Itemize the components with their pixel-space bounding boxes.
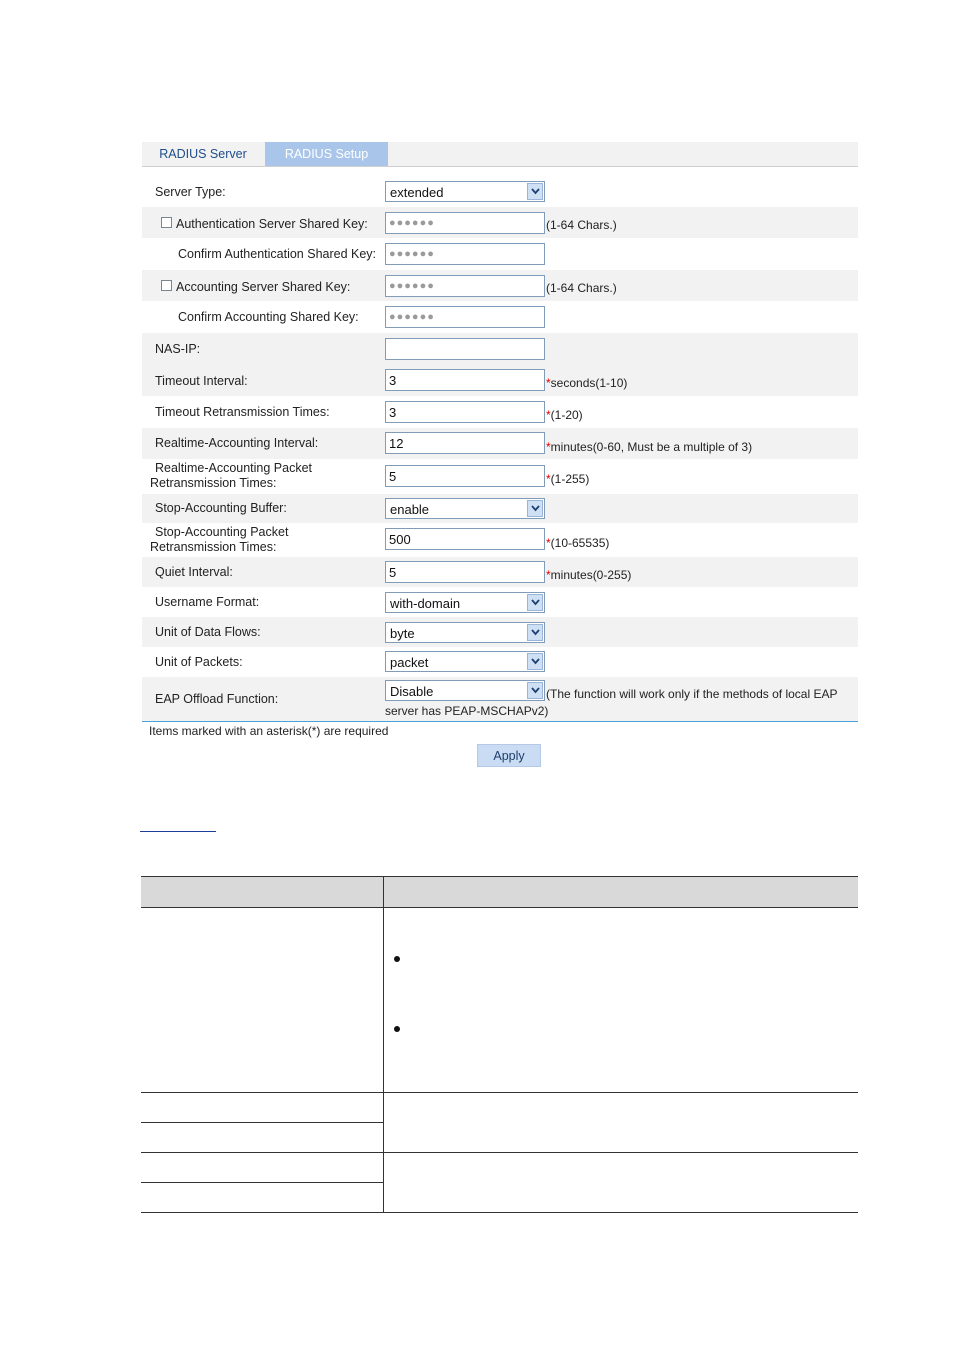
row-timeout-interval bbox=[142, 365, 858, 396]
row-realtime-interval bbox=[142, 428, 858, 459]
chevron-down-icon bbox=[527, 500, 543, 517]
required-asterisk: * bbox=[546, 376, 551, 390]
stop-packet-label-line2: Retransmission Times: bbox=[150, 540, 277, 554]
unit-packets-label: Unit of Packets: bbox=[155, 655, 243, 669]
form-divider bbox=[142, 721, 858, 722]
server-type-select[interactable] bbox=[385, 181, 545, 202]
row-realtime-packet bbox=[142, 459, 858, 494]
timeout-interval-input[interactable]: 3 bbox=[385, 369, 545, 391]
stop-buffer-select[interactable] bbox=[385, 498, 545, 519]
realtime-packet-label-line1: Realtime-Accounting Packet bbox=[155, 461, 313, 475]
server-type-label: Server Type: bbox=[155, 185, 226, 199]
chevron-down-icon bbox=[527, 594, 543, 611]
quiet-interval-label: Quiet Interval: bbox=[155, 565, 233, 579]
auth-key-hint: (1-64 Chars.) bbox=[546, 218, 617, 232]
eap-offload-label: EAP Offload Function: bbox=[155, 692, 279, 706]
username-format-value: with-domain bbox=[390, 596, 461, 611]
confirm-auth-key-input[interactable]: ●●●●●● bbox=[385, 243, 545, 265]
required-asterisk: * bbox=[546, 472, 551, 486]
timeout-retrans-hint-text: (1-20) bbox=[550, 408, 583, 422]
row-acct-key bbox=[142, 270, 858, 301]
nas-ip-label: NAS-IP: bbox=[155, 342, 201, 356]
acct-key-label: Accounting Server Shared Key: bbox=[176, 280, 351, 294]
table-row-divider bbox=[141, 1122, 383, 1123]
table-column-divider bbox=[383, 876, 384, 1213]
realtime-packet-hint-text: (1-255) bbox=[550, 472, 590, 486]
realtime-interval-input[interactable]: 12 bbox=[385, 432, 545, 454]
timeout-interval-hint bbox=[546, 376, 627, 390]
tab-bar bbox=[142, 142, 858, 167]
eap-offload-hint-line2: server has PEAP-MSCHAPv2) bbox=[385, 704, 549, 718]
row-unit-packets bbox=[142, 647, 858, 677]
row-quiet-interval bbox=[142, 557, 858, 587]
row-username-format bbox=[142, 587, 858, 617]
chevron-down-icon bbox=[527, 183, 543, 200]
table-row-divider bbox=[141, 1152, 858, 1153]
acct-key-checkbox[interactable] bbox=[161, 280, 172, 291]
auth-key-checkbox[interactable] bbox=[161, 217, 172, 228]
unit-packets-select[interactable] bbox=[385, 651, 545, 672]
quiet-interval-input[interactable]: 5 bbox=[385, 561, 545, 583]
link-underline bbox=[140, 831, 216, 832]
quiet-interval-hint bbox=[546, 568, 631, 582]
row-unit-data-flows bbox=[142, 617, 858, 647]
confirm-acct-key-input[interactable]: ●●●●●● bbox=[385, 306, 545, 328]
row-server-type bbox=[142, 177, 858, 207]
stop-buffer-value: enable bbox=[390, 502, 430, 517]
quiet-interval-hint-text: minutes(0-255) bbox=[550, 568, 632, 582]
nas-ip-input[interactable] bbox=[385, 338, 545, 360]
chevron-down-icon bbox=[527, 653, 543, 670]
row-timeout-retrans bbox=[142, 396, 858, 428]
confirm-acct-key-label: Confirm Accounting Shared Key: bbox=[178, 310, 359, 324]
unit-packets-value: packet bbox=[390, 655, 429, 670]
acct-key-input[interactable]: ●●●●●● bbox=[385, 275, 545, 297]
realtime-interval-hint bbox=[546, 440, 752, 454]
timeout-retrans-hint bbox=[546, 408, 583, 422]
apply-button[interactable]: Apply bbox=[477, 744, 541, 767]
stop-packet-input[interactable]: 500 bbox=[385, 528, 545, 550]
row-stop-packet bbox=[142, 523, 858, 557]
unit-data-flows-value: byte bbox=[390, 626, 415, 641]
table-row-divider bbox=[141, 1092, 858, 1093]
eap-offload-value: Disable bbox=[390, 684, 434, 699]
unit-data-flows-select[interactable] bbox=[385, 622, 545, 643]
stop-packet-hint-text: (10-65535) bbox=[550, 536, 610, 550]
auth-key-input[interactable]: ●●●●●● bbox=[385, 212, 545, 234]
table-row-divider bbox=[141, 1182, 383, 1183]
auth-key-label: Authentication Server Shared Key: bbox=[176, 217, 368, 231]
required-asterisk: * bbox=[546, 568, 551, 582]
row-nas-ip bbox=[142, 333, 858, 365]
timeout-interval-label: Timeout Interval: bbox=[155, 374, 248, 388]
row-confirm-auth-key bbox=[142, 238, 858, 270]
realtime-interval-label: Realtime-Accounting Interval: bbox=[155, 436, 319, 450]
table-bottom-border bbox=[141, 1212, 858, 1213]
required-note: Items marked with an asterisk(*) are required bbox=[149, 724, 389, 738]
unit-data-flows-label: Unit of Data Flows: bbox=[155, 625, 261, 639]
acct-key-hint: (1-64 Chars.) bbox=[546, 281, 617, 295]
realtime-packet-input[interactable]: 5 bbox=[385, 465, 545, 487]
stop-buffer-label: Stop-Accounting Buffer: bbox=[155, 501, 287, 515]
chevron-down-icon bbox=[527, 682, 543, 699]
required-asterisk: * bbox=[546, 536, 551, 550]
stop-packet-hint bbox=[546, 536, 609, 550]
server-type-value: extended bbox=[390, 185, 444, 200]
stop-packet-label-line1: Stop-Accounting Packet bbox=[155, 525, 289, 539]
eap-offload-hint-line1: (The function will work only if the methods of local EAP bbox=[546, 687, 838, 701]
row-stop-buffer bbox=[142, 494, 858, 523]
tab-radius-setup[interactable]: RADIUS Setup bbox=[265, 142, 388, 166]
required-asterisk: * bbox=[546, 440, 551, 454]
row-auth-key bbox=[142, 207, 858, 238]
confirm-auth-key-label: Confirm Authentication Shared Key: bbox=[178, 247, 377, 261]
row-eap-offload bbox=[142, 677, 858, 721]
realtime-packet-hint bbox=[546, 472, 589, 486]
eap-offload-select[interactable] bbox=[385, 680, 545, 701]
realtime-packet-label-line2: Retransmission Times: bbox=[150, 476, 277, 490]
timeout-retrans-input[interactable]: 3 bbox=[385, 401, 545, 423]
username-format-label: Username Format: bbox=[155, 595, 260, 609]
realtime-interval-hint-text: minutes(0-60, Must be a multiple of 3) bbox=[550, 440, 753, 454]
required-asterisk: * bbox=[546, 408, 551, 422]
table-header bbox=[141, 876, 858, 908]
timeout-retrans-label: Timeout Retransmission Times: bbox=[155, 405, 330, 419]
tab-radius-server[interactable]: RADIUS Server bbox=[159, 147, 247, 161]
username-format-select[interactable] bbox=[385, 592, 545, 613]
timeout-interval-hint-text: seconds(1-10) bbox=[550, 376, 628, 390]
row-confirm-acct-key bbox=[142, 301, 858, 333]
chevron-down-icon bbox=[527, 624, 543, 641]
bullet-icon bbox=[394, 956, 400, 962]
bullet-icon bbox=[394, 1026, 400, 1032]
